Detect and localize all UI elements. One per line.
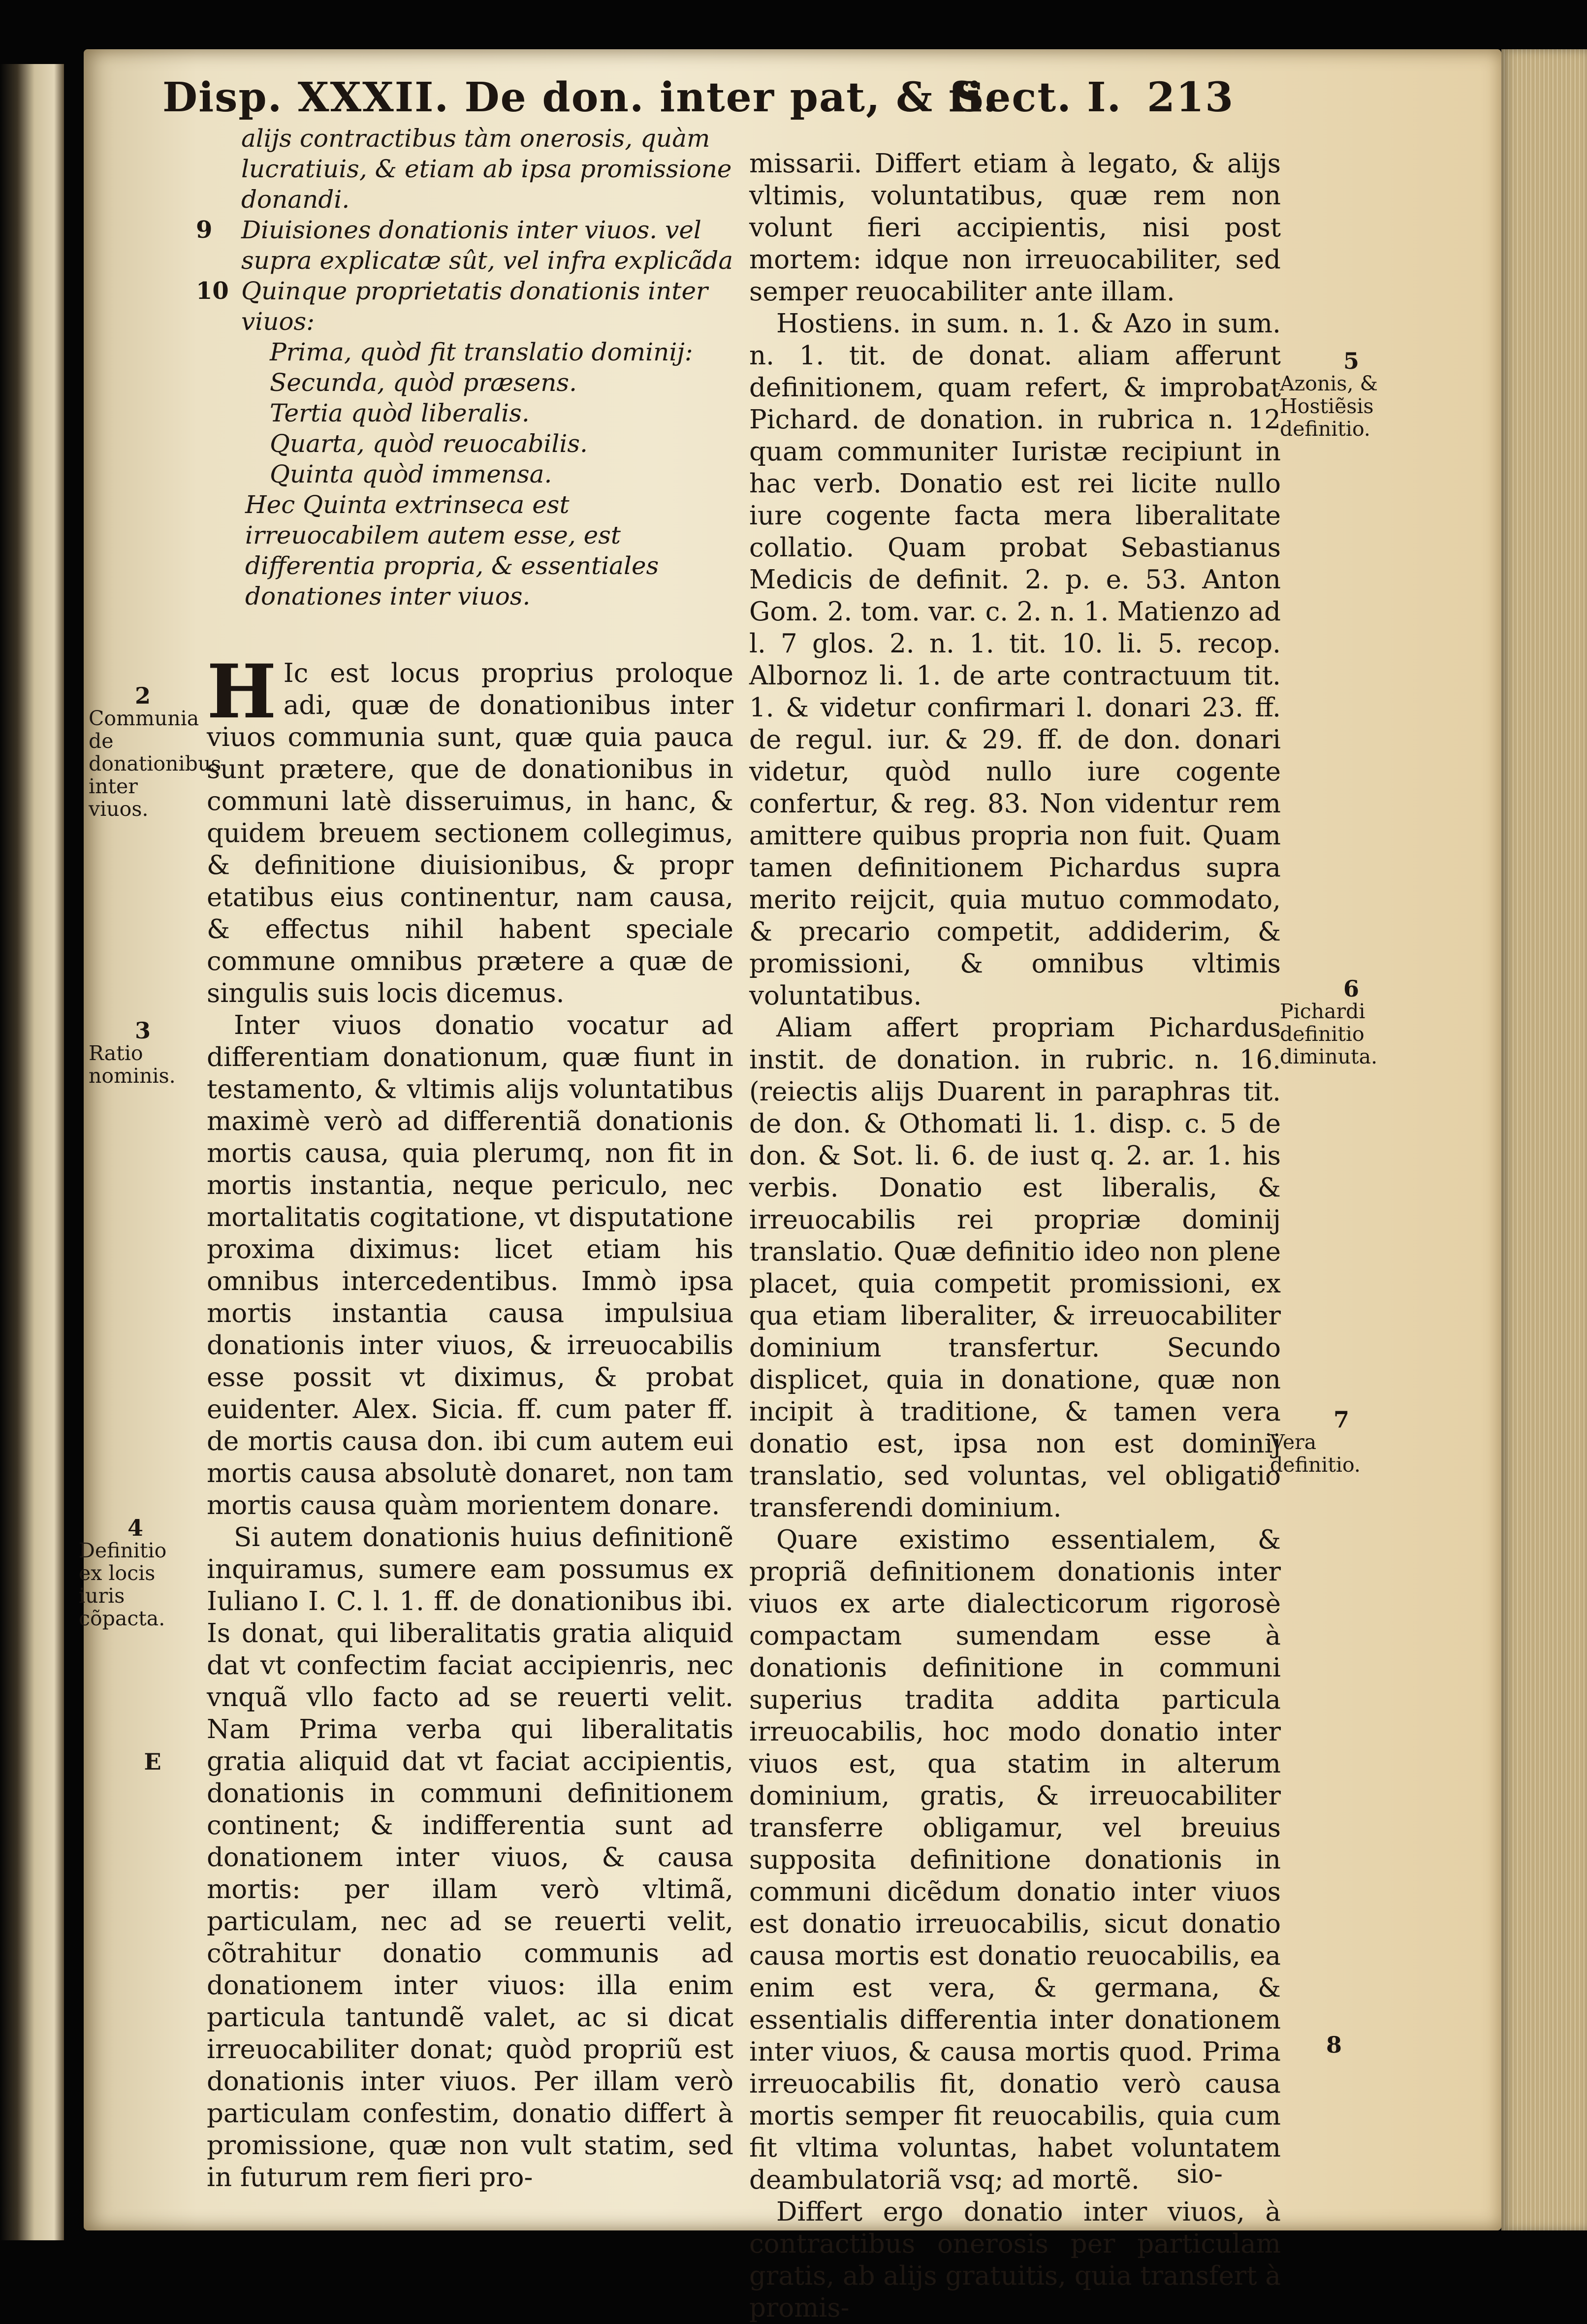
marginal-note-5 <box>1280 350 1423 440</box>
running-head <box>162 74 1270 128</box>
marginal-note-text: Ratio nominis. <box>89 1041 176 1088</box>
right-paragraph-4: Differt ergo donatio inter viuos, à contractibus onerosis per particulam gratis, ab alijs gratuitis, quia transfert à promis- <box>749 2197 1281 2323</box>
marginal-mark-glyph: E <box>144 1748 161 1775</box>
left-paragraph-1 <box>207 648 733 1009</box>
running-head-section: Sect. I. <box>955 74 1122 121</box>
marginal-note-number: 4 <box>127 1515 143 1541</box>
catchword: sio- <box>1176 2159 1223 2189</box>
marginal-mark <box>138 1750 167 1773</box>
property-item: Prima, quòd fit translatio dominij: <box>270 338 693 366</box>
left-column <box>207 648 733 2194</box>
property-item: Tertia quòd liberalis. <box>270 399 530 427</box>
marginal-note-text: Vera definitio. <box>1270 1430 1361 1477</box>
summary-item-9 <box>196 215 743 276</box>
property-item: Quinta quòd immensa. <box>270 460 552 488</box>
summary-item-10-number: 10 <box>196 277 229 305</box>
right-paragraph-0: missarii. Differt etiam à legato, & alijs vltimis, voluntatibus, quæ rem non volunt fieri accipientis, nisi post mortem: idque non irreuocabiliter, sed semper reuocabiliter ante illam. <box>749 149 1281 307</box>
marginal-note-number: 3 <box>134 1017 151 1044</box>
marginal-note-text: Pichardi definitio diminuta. <box>1280 1000 1378 1068</box>
drop-cap: H <box>207 648 277 735</box>
page-stack-edge <box>1501 49 1587 2230</box>
page-number: 213 <box>1147 74 1235 121</box>
summary-item-10 <box>196 276 743 337</box>
properties-list <box>216 337 743 489</box>
left-paragraph-3: Si autem donationis huius definitionẽ inquiramus, sumere eam possumus ex Iuliano I. C. l. 1. ff. de donationibus ibi. Is donat, qui liberalitatis gratia aliquid dat vt confectim faciat accipienris, nec vnquã vllo facto ad se reuerti velit. Nam Prima verba qui liberalitatis gratia aliquid dat vt faciat accipientis, donationis in communi definitionem continent; & indifferentia sunt ad donationem inter viuos, & causa mortis: per illam verò vltimã, particulam, nec ad se reuerti velit, cõtrahitur donatio communis ad donationem inter viuos: illa enim particula tantundẽ valet, ac si dicat irreuocabiliter donat; quòd propriũ est donationis inter viuos. Per illam verò particulam confestim, donatio differt à promissione, quæ non vult statim, sed in futurum rem fieri pro- <box>207 1522 733 2193</box>
marginal-note-text: Azonis, & Hostiẽsis definitio. <box>1280 372 1378 441</box>
left-paragraph-2: Inter viuos donatio vocatur ad differentiam donationum, quæ fiunt in testamento, & vltimis alijs voluntatibus maximè verò ad differentiã donationis mortis causa, quia plerumq, non fit in mortis instantia, neque periculo, nec mortalitatis cogitatione, vt disputatione proxima diximus: licet etiam his omnibus intercedentibus. Immò ipsa mortis instantia causa impulsiua donationis inter viuos, & irreuocabilis esse possit vt diximus, & probat euidenter. Alex. Sicia. ff. cum pater ff. de mortis causa don. ibi cum autem eui mortis causa absolutè donaret, non tam mortis causa quàm morientem donare. <box>207 1010 733 1520</box>
property-item: Secunda, quòd præsens. <box>270 368 577 397</box>
property-item: Quarta, quòd reuocabilis. <box>270 429 588 458</box>
marginal-note-text: Communia de donationibus inter viuos. <box>89 707 222 821</box>
facing-page-edge <box>0 64 64 2240</box>
right-column <box>749 148 1281 2324</box>
summary-closing: Hec Quinta extrinseca est irreuocabilem autem esse, est differentia propria, & essentiales donationes inter viuos. <box>245 490 659 611</box>
marginal-note-number: 6 <box>1343 975 1359 1002</box>
summary-item-9-number: 9 <box>196 216 213 244</box>
right-paragraph-3: Quare existimo essentialem, & propriã definitionem donationis inter viuos ex arte dialecticorum rigorosè compactam sumendam esse à donationis definitione in communi superius tradita addita particula irreuocabilis, hoc modo donatio inter viuos est, qua statim in alterum dominium, gratis, & irreuocabiliter transferre obligamur, vel breuius supposita definitione donationis in communi dicẽdum donatio inter viuos est donatio irreuocabilis, sicut donatio causa mortis est donatio reuocabilis, ea enim est vera, & germana, & essentialis differentia inter donationem inter viuos, & causa mortis quod. Prima irreuocabilis fit, donatio verò causa mortis semper fit reuocabilis, quia cum fit vltima voluntas, habet voluntatem deambulatoriã vsq; ad mortẽ. <box>749 1525 1281 2195</box>
marginal-note-8 <box>1319 2034 1349 2056</box>
running-head-title: Disp. XXXII. De don. inter pat, & fi. <box>162 74 998 121</box>
marginal-note-number: 5 <box>1343 348 1359 374</box>
marginal-note-3 <box>89 1019 197 1087</box>
marginal-note-number: 2 <box>134 682 151 709</box>
marginal-note-number: 7 <box>1333 1406 1349 1433</box>
summary-item-10-text: Quinque proprietatis donationis inter viuos: <box>241 277 708 336</box>
marginal-note-2 <box>89 682 222 821</box>
left-paragraph-1-text: Ic est locus proprius proloque adi, quæ de donationibus inter viuos communia sunt, quæ quia pauca sunt prætere, que de donationibus in communi latè disseruimus, in hanc, & quidem breuem sectionem collegimus, & definitione diuisionibus, & propr etatibus eius continentur, nam causa, & effectus nihil habent speciale commune omnibus prætere a quæ de singulis suis locis dicemus. <box>207 658 733 1008</box>
right-paragraph-2: Aliam affert propriam Pichardus instit. de donation. in rubric. n. 16. (reiectis alijs Duarent in paraphras tit. de don. & Othomati li. 1. disp. c. 5 de don. & Sot. li. 6. de iust q. 2. ar. 1. his verbis. Donatio est liberalis, & irreuocabilis rei propriæ dominij translatio. Quæ definitio ideo non plene placet, quia competit promissioni, ex qua etiam liberaliter, & irreuocabiliter dominium transfertur. Secundo displicet, quia in donatione, quæ non incipit à traditione, & tamen vera donatio est, ipsa non est dominij translatio, sed voluntas, vel obligatio transferendi dominium. <box>749 1013 1281 1523</box>
marginal-note-text: Definitio ex locis iuris cõpacta. <box>79 1539 167 1630</box>
marginal-note-6 <box>1280 977 1423 1068</box>
summary-item-9-text: Diuisiones donationis inter viuos. vel supra explicatæ sût, vel infra explicãda <box>241 216 733 275</box>
summary-item-8-continuation: alijs contractibus tàm onerosis, quàm lucratiuis, & etiam ab ipsa promissione donandi. <box>241 124 732 214</box>
section-summary <box>196 123 743 612</box>
marginal-note-7 <box>1270 1408 1413 1476</box>
marginal-note-4 <box>79 1517 192 1630</box>
marginal-note-number: 8 <box>1326 2032 1342 2058</box>
right-paragraph-1: Hostiens. in sum. n. 1. & Azo in sum. n. 1. tit. de donat. aliam afferunt definitionem, quam refert, & improbat Pichard. de donation. in rubrica n. 12 quam communiter Iuristæ recipiunt in hac verb. Donatio est rei licite nullo iure cogente facta mera liberalitate collatio. Quam probat Sebastianus Medicis de definit. 2. p. e. 53. Anton Gom. 2. tom. var. c. 2. n. 1. Matienzo ad l. 7 glos. 2. n. 1. tit. 10. li. 5. recop. Albornoz li. 1. de arte contractuum tit. 1. & videtur confirmari l. donari 23. ff. de regul. iur. & 29. ff. de don. donari videtur, quòd nullo iure cogente confertur, & reg. 83. Non videntur rem amittere quibus propria non fuit. Quam tamen definitionem Pichardus supra merito reijcit, quia mutuo commodato, & precario competit, addiderim, & promissioni, & omnibus vltimis voluntatibus. <box>749 309 1281 1011</box>
